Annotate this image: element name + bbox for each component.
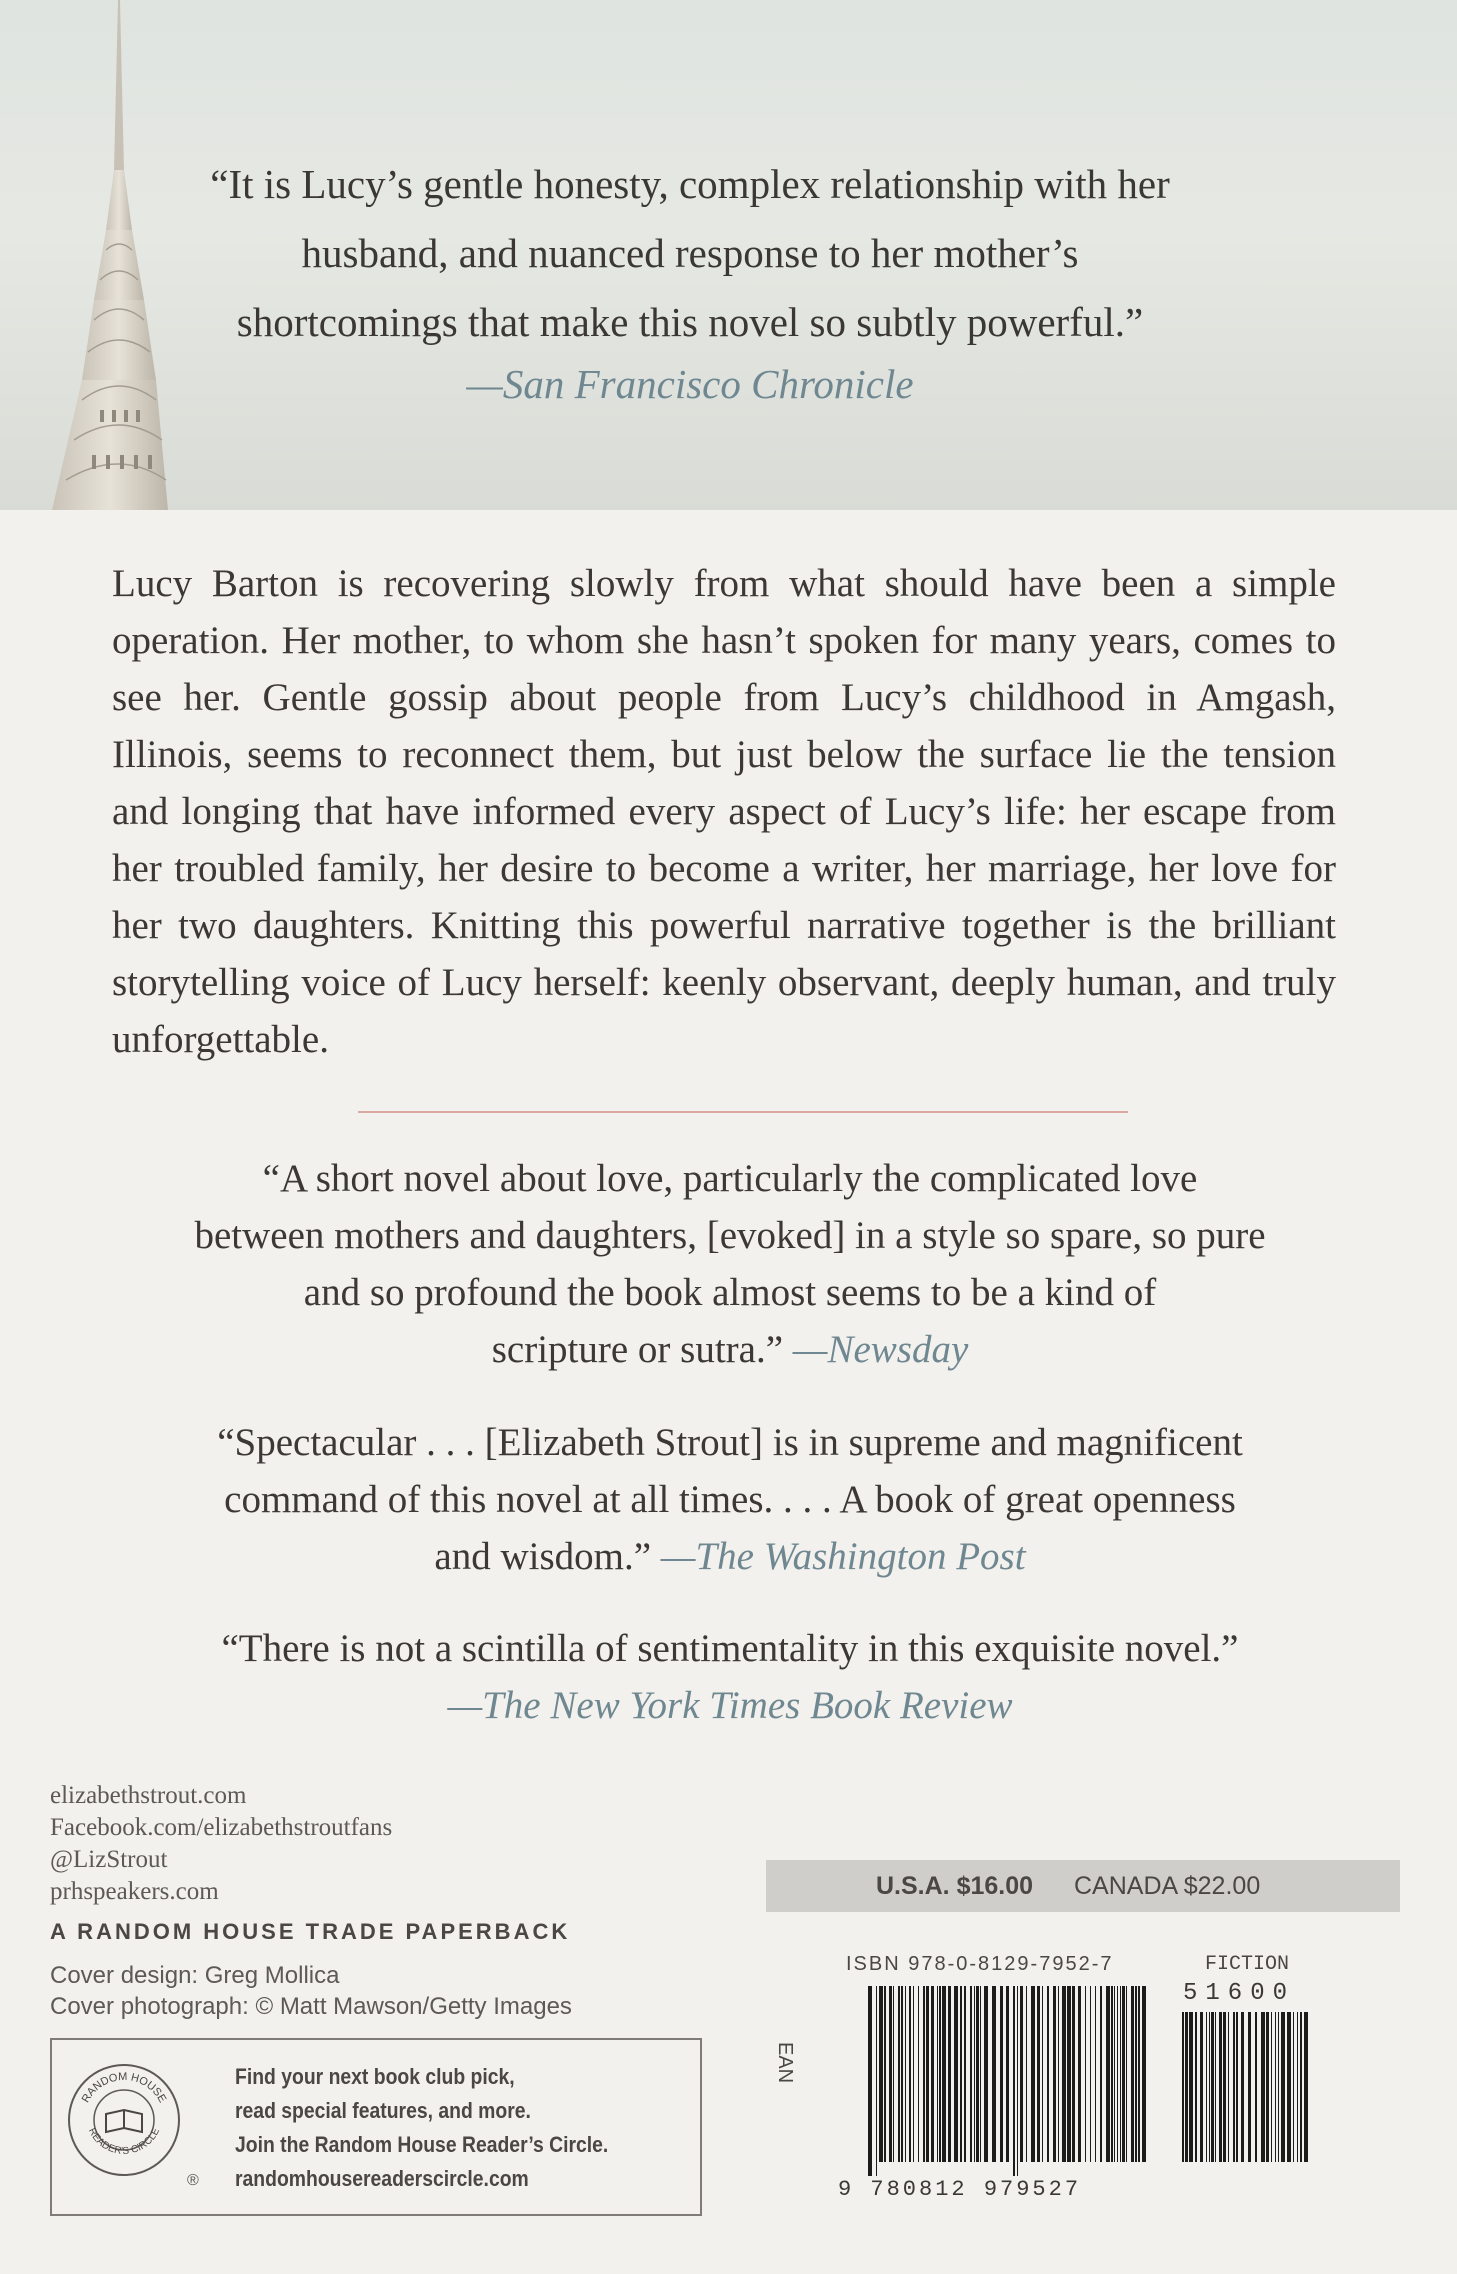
- readers-circle-line: read special features, and more.: [235, 2098, 531, 2123]
- barcode-bar: [1072, 1986, 1075, 2162]
- barcode-bar: [1266, 2012, 1269, 2162]
- quote-line: husband, and nuanced response to her mother’s: [301, 230, 1079, 276]
- review-line: and so profound the book almost seems to be a kind of: [303, 1271, 1157, 1314]
- barcode-bar: [1058, 1986, 1059, 2162]
- barcode-bar: [918, 1986, 919, 2162]
- featured-review-attribution: —San Francisco Chronicle: [466, 361, 914, 407]
- review-attribution: —The New York Times Book Review: [447, 1684, 1013, 1727]
- barcode-bar: [879, 1986, 883, 2162]
- review-line: [140, 1528, 1320, 1585]
- barcode-bar: [889, 1986, 892, 2162]
- readers-circle-line: Join the Random House Reader’s Circle.: [235, 2132, 609, 2157]
- barcode-bar: [1228, 2012, 1229, 2162]
- barcode-bar: [1111, 1986, 1113, 2162]
- readers-circle-text: [235, 2060, 608, 2196]
- barcode-bar: [1241, 2012, 1244, 2162]
- author-links: [50, 1780, 392, 1908]
- barcode-bar: [905, 1986, 906, 2162]
- section-divider: [358, 1111, 1128, 1113]
- barcode-bar: [1117, 1986, 1118, 2162]
- review-text: scripture or sutra.”: [491, 1328, 793, 1371]
- review-attribution: —The Washington Post: [660, 1535, 1026, 1578]
- barcode-bar: [1182, 2012, 1184, 2162]
- barcode-bar: [1200, 2012, 1203, 2162]
- barcode-bar: [1135, 1986, 1137, 2162]
- barcode-bar: [939, 1986, 941, 2162]
- barcode-bar: [1006, 1986, 1009, 2162]
- cover-credits: [50, 1960, 572, 2022]
- review-attribution: —Newsday: [792, 1328, 969, 1371]
- barcode-bar: [970, 1986, 972, 2162]
- review-line: “There is not a scintilla of sentimentality in this exquisite novel.”: [221, 1627, 1239, 1670]
- barcode-bar: [1287, 2012, 1291, 2162]
- barcode-bar: [1215, 2012, 1216, 2162]
- barcode-bar: [913, 1986, 914, 2162]
- facebook-link[interactable]: Facebook.com/elizabethstroutfans: [50, 1814, 393, 1841]
- svg-text:RANDOM HOUSE: [80, 2071, 169, 2105]
- barcode-bar: [1100, 1986, 1102, 2162]
- review-line: command of this novel at all times. . . . A book of great openness: [224, 1478, 1236, 1521]
- barcode-bar: [893, 1986, 894, 2162]
- barcode-bar: [931, 1986, 934, 2162]
- barcode-bar: [1142, 1986, 1146, 2162]
- barcode-bar: [868, 1986, 872, 2176]
- barcode-bar: [1000, 1986, 1003, 2162]
- barcode-bar: [1275, 2012, 1276, 2162]
- review-line: “A short novel about love, particularly the complicated love: [262, 1157, 1198, 1200]
- quote-line: “It is Lucy’s gentle honesty, complex relationship with her: [210, 161, 1170, 207]
- top-quote-band: [0, 0, 1457, 510]
- barcode-bar: [1053, 1986, 1056, 2162]
- price-addon-digits: 51600: [1183, 1980, 1296, 2007]
- barcode-bar: [1067, 1986, 1071, 2162]
- barcode-bar: [1185, 2012, 1188, 2162]
- barcode-bar: [1114, 1986, 1115, 2162]
- quote-line: shortcomings that make this novel so subtly powerful.”: [236, 299, 1144, 345]
- barcode-bar: [974, 1986, 975, 2162]
- barcode-bar: [1020, 1986, 1023, 2162]
- ean-barcode-icon: [866, 1986, 1150, 2176]
- logo-text-bottom: READER'S CIRCLE: [85, 2126, 163, 2157]
- barcode-bar: [1255, 2012, 1257, 2162]
- barcode-bar: [1095, 1986, 1096, 2162]
- barcode-bar: [1261, 2012, 1265, 2162]
- barcode-bar: [1293, 2012, 1294, 2162]
- barcode-bar: [909, 1986, 911, 2162]
- barcode-bar: [1219, 2012, 1222, 2162]
- barcode-bar: [1304, 2012, 1308, 2162]
- barcode-bar: [1120, 1986, 1121, 2162]
- review-text: and wisdom.”: [434, 1535, 661, 1578]
- barcode-bar: [926, 1986, 929, 2162]
- barcode-bar: [1297, 2012, 1298, 2162]
- price-canada: CANADA $22.00: [1074, 1872, 1261, 1900]
- speakers-link[interactable]: prhspeakers.com: [50, 1878, 219, 1905]
- barcode-bar: [1017, 1986, 1018, 2176]
- barcode-bar: [1126, 1986, 1127, 2162]
- readers-circle-line: Find your next book club pick,: [235, 2064, 515, 2089]
- svg-text:READER'S CIRCLE: [86, 2126, 162, 2157]
- barcode-bar: [1131, 1986, 1134, 2162]
- barcode-bar: [884, 1986, 886, 2162]
- review-line: “Spectacular . . . [Elizabeth Strout] is in supreme and magnificent: [217, 1421, 1243, 1464]
- barcode-bar: [1078, 1986, 1081, 2162]
- barcode-bar: [1300, 2012, 1302, 2162]
- barcode-bar: [1189, 2012, 1193, 2162]
- barcode-bar: [954, 1986, 958, 2162]
- ean-label: EAN: [774, 2042, 796, 2084]
- featured-review-quote: [150, 150, 1230, 357]
- readers-circle-link[interactable]: randomhousereaderscircle.com: [235, 2166, 529, 2191]
- barcode-bar: [948, 1986, 951, 2162]
- barcode-bar: [1236, 2012, 1238, 2162]
- barcode-bar: [942, 1986, 946, 2162]
- barcode-bar: [1085, 1986, 1086, 2162]
- review-nyt: [140, 1620, 1320, 1734]
- barcode-bar: [984, 1986, 988, 2162]
- barcode-bar: [1278, 2012, 1279, 2162]
- barcode-bar: [964, 1986, 966, 2162]
- cover-photo-credit: Cover photograph: © Matt Mawson/Getty Images: [50, 1993, 572, 2020]
- barcode-bar: [1090, 1986, 1091, 2162]
- barcode-bar: [1138, 1986, 1140, 2162]
- barcode-bar: [1248, 2012, 1251, 2162]
- barcode-bar: [960, 1986, 962, 2162]
- barcode-bar: [1031, 1986, 1035, 2162]
- barcode-bar: [1211, 2012, 1214, 2162]
- barcode-bar: [1026, 1986, 1027, 2162]
- barcode-bar: [1223, 2012, 1226, 2162]
- barcode-bar: [1106, 1986, 1110, 2162]
- barcode-bar: [1206, 2012, 1207, 2162]
- registered-mark: ®: [187, 2172, 199, 2189]
- ean-digits: 9 780812 979527: [838, 2177, 1082, 2202]
- imprint-label: A RANDOM HOUSE TRADE PAPERBACK: [50, 1919, 571, 1944]
- barcode-bar: [976, 1986, 979, 2162]
- barcode-bar: [876, 1986, 877, 2176]
- barcode-bar: [1233, 2012, 1235, 2162]
- barcode-bar: [1195, 2012, 1197, 2162]
- barcode-bar: [923, 1986, 925, 2162]
- isbn-number: ISBN 978-0-8129-7952-7: [846, 1953, 1114, 1975]
- review-line: [140, 1321, 1320, 1378]
- price-usa: U.S.A. $16.00: [876, 1872, 1034, 1900]
- review-newsday: [140, 1150, 1320, 1378]
- barcode-bar: [1062, 1986, 1066, 2162]
- logo-text-top: RANDOM HOUSE: [79, 2070, 169, 2105]
- barcode-bar: [992, 1986, 996, 2162]
- barcode-bar: [980, 1986, 981, 2162]
- barcode-bar: [1037, 1986, 1040, 2162]
- barcode-bar: [937, 1986, 938, 2162]
- barcode-bar: [1122, 1986, 1125, 2162]
- barcode-bar: [898, 1986, 900, 2162]
- price-bar: [766, 1860, 1400, 1912]
- barcode-bar: [901, 1986, 903, 2162]
- barcode-bar: [1271, 2012, 1272, 2162]
- cover-design-credit: Cover design: Greg Mollica: [50, 1962, 340, 1989]
- addon-barcode-icon: [1180, 2012, 1310, 2176]
- barcode-bar: [1047, 1986, 1049, 2162]
- review-washington-post: [140, 1414, 1320, 1585]
- review-line: between mothers and daughters, [evoked] in a style so spare, so pure: [194, 1214, 1266, 1257]
- website-link[interactable]: elizabethstrout.com: [50, 1782, 247, 1809]
- readers-circle-box: [50, 2038, 702, 2216]
- barcode-bar: [1042, 1986, 1043, 2162]
- twitter-handle[interactable]: @LizStrout: [50, 1846, 168, 1873]
- genre-label: FICTION: [1205, 1953, 1290, 1976]
- barcode-bar: [1281, 2012, 1285, 2162]
- barcode-bar: [1209, 2012, 1210, 2162]
- barcode-bar: [1013, 1986, 1015, 2176]
- readers-circle-logo-icon: [66, 2062, 182, 2178]
- book-description: Lucy Barton is recovering slowly from what should have been a simple operation. Her mother, to whom she hasn’t spoken for many years, comes to see her. Gentle gossip about people from Lucy’s childhood in Amgash, Illinois, seems to reconnect them, but just below the surface lie the tension and longing that have informed every aspect of Lucy’s life: her escape from her troubled family, her desire to become a writer, her marriage, her love for her two daughters. Knitting this powerful narrative together is the brilliant storytelling voice of Lucy herself: keenly observant, deeply human, and truly unforgettable.: [112, 562, 1336, 1061]
